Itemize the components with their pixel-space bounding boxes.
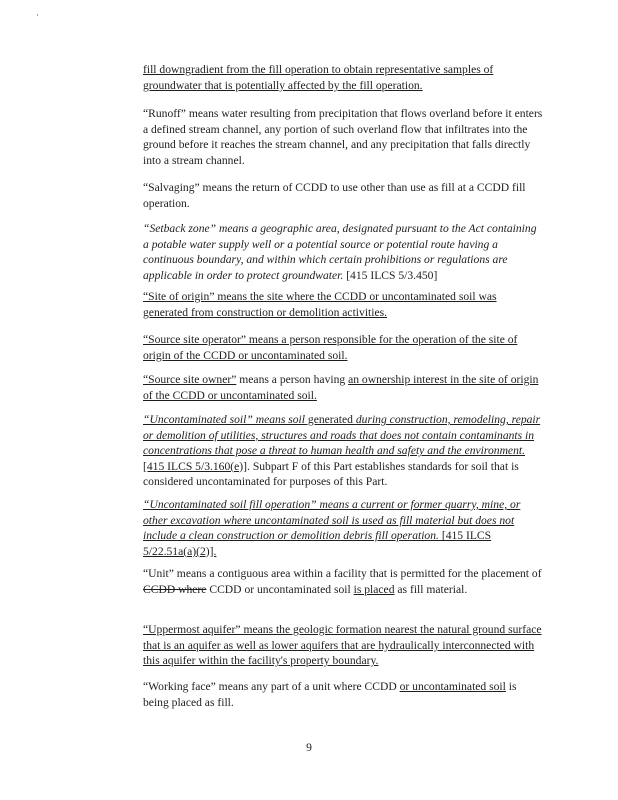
para-uncontaminated-soil-fill-operation-text-0: “Uncontaminated soil fill operation” means a current or former quarry, mine, or other excavation where uncontaminated soil is used as fill material but does not include a clean construction or demolition debris fill operation. [143,498,521,543]
para-runoff [143,106,543,168]
para-uncontaminated-soil-fill-operation-text-1: [415 ILCS 5/22.51a(a)(2)]. [143,529,492,558]
para-uncontaminated-soil-text-3: [415 ILCS 5/3.160(e)] [143,459,248,473]
para-setback-zone-text-0: “Setback zone” means a geographic area, designated pursuant to the Act containing a potable water supply well or a potential source or potential route having a continuous boundary, and within which certain prohibitions or regulations are applicable in order to protect groundwater. [143,222,537,282]
para-uncontaminated-soil-text-0: “Uncontaminated soil” means soil [143,413,305,426]
para-working-face-text-0: “Working face” means any part of a unit where CCDD [143,680,400,693]
para-fill-downgradient [143,62,543,93]
para-site-of-origin-text-0: “Site of origin” means the site where the CCDD or uncontaminated soil was generated from construction or demolition activities. [143,290,497,319]
para-uppermost-aquifer-text-0: “Uppermost aquifer” means the geologic formation nearest the natural ground surface that is an aquifer as well as lower aquifers that are hydraulically interconnected with this aquifer within the facility's property boundary. [143,623,542,668]
para-setback-zone [143,221,543,283]
para-uncontaminated-soil-text-4: . Subpart F of this Part establishes standards for soil that is considered uncontaminated for purposes of this Part. [143,459,519,489]
para-source-site-owner-text-2: an ownership interest in the site of origin of the CCDD or uncontaminated soil. [143,373,539,402]
para-source-site-owner [143,372,543,403]
scan-speck: · [36,11,39,21]
para-site-of-origin [143,289,543,320]
para-source-site-operator-text-0: “Source site operator” means a person responsible for the operation of the site of origin of the CCDD or uncontaminated soil. [143,333,518,362]
para-unit-text-4: as fill material. [394,582,468,596]
para-unit-text-3: is placed [353,582,395,596]
para-source-site-owner-text-0: “Source site owner” [143,373,237,386]
para-fill-downgradient-text-0: fill downgradient from the fill operation to obtain representative samples of groundwater that is potentially affected by the fill operation. [143,63,494,92]
para-source-site-owner-text-1: means a person having [236,373,349,386]
para-working-face-text-1: or uncontaminated soil [399,680,506,693]
para-uppermost-aquifer [143,622,543,669]
para-uncontaminated-soil-text-2: during construction, remodeling, repair or demolition of utilities, structures and roads that does not contain contaminants in concentrations that pose a threat to human health and safety and the environment. [143,413,541,458]
para-source-site-operator [143,332,543,363]
para-uncontaminated-soil-fill-operation [143,497,543,559]
para-unit-text-2: CCDD or uncontaminated soil [206,582,354,596]
para-working-face-text-2: is being placed as fill. [143,680,517,709]
para-unit-text-1: CCDD where [143,582,207,596]
para-setback-zone-text-1: [415 ILCS 5/3.450] [343,268,438,282]
para-runoff-text-0: “Runoff” means water resulting from precipitation that flows overland before it enters a defined stream channel, any portion of such overland flow that infiltrates into the ground before it reaches the stream channel, and any precipitation that falls directly into a stream channel. [143,107,543,167]
para-salvaging-text-0: “Salvaging” means the return of CCDD to use other than use as fill at a CCDD fill operation. [143,181,526,210]
para-salvaging [143,180,543,211]
para-working-face [143,679,543,710]
para-uncontaminated-soil [143,412,543,490]
para-uncontaminated-soil-text-1: generated [305,413,356,426]
para-unit [143,566,543,597]
para-unit-text-0: “Unit” means a contiguous area within a facility that is permitted for the placement of [143,567,542,580]
page-number: 9 [306,741,312,754]
